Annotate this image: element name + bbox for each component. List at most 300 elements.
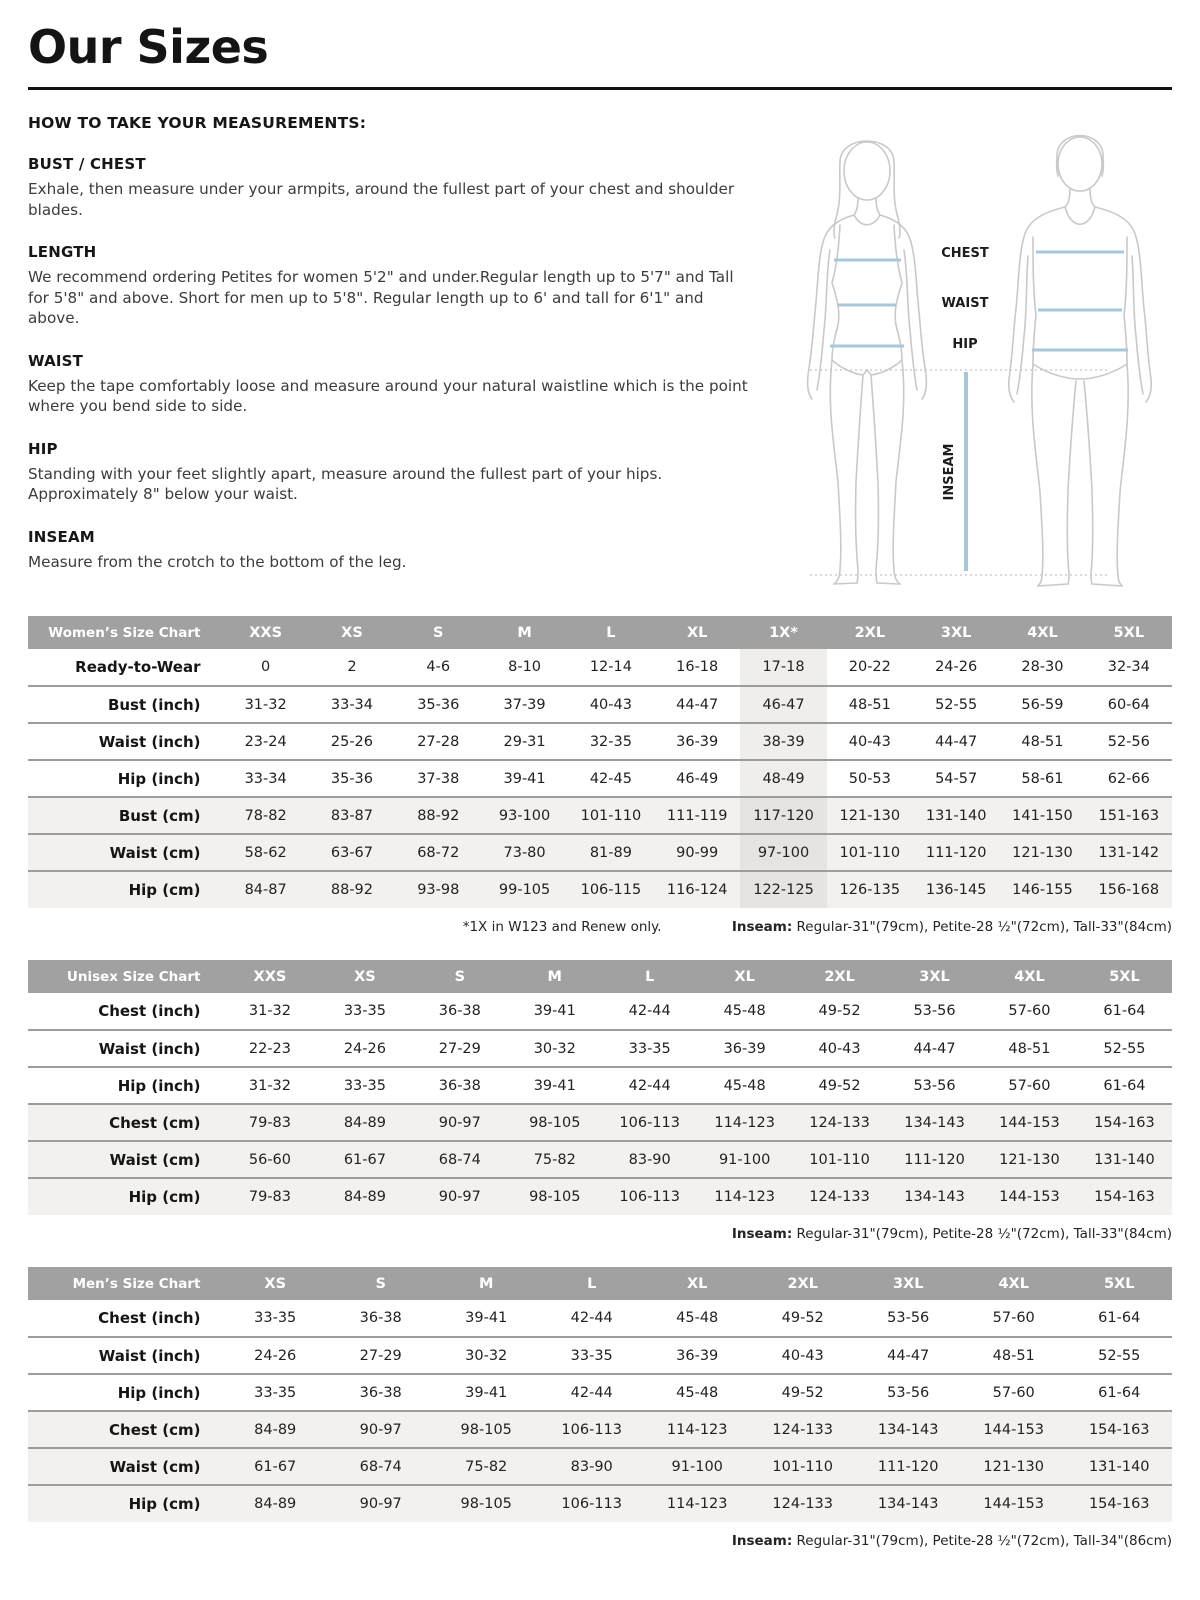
size-cell: 42-45 bbox=[568, 760, 654, 797]
size-cell: 30-32 bbox=[507, 1030, 602, 1067]
size-cell: 39-41 bbox=[481, 760, 567, 797]
row-label: Waist (cm) bbox=[28, 1141, 222, 1178]
mens-size-chart-block bbox=[28, 1267, 1172, 1551]
size-cell: 106-115 bbox=[568, 871, 654, 908]
size-column-header: 4XL bbox=[961, 1267, 1067, 1300]
footnote-inseam: Inseam: Regular-31"(79cm), Petite-28 ½"(72cm), Tall-33"(84cm) bbox=[731, 1226, 1172, 1242]
size-cell: 52-55 bbox=[1066, 1337, 1172, 1374]
size-cell: 154-163 bbox=[1077, 1178, 1172, 1215]
size-cell: 45-48 bbox=[697, 993, 792, 1030]
size-cell: 44-47 bbox=[855, 1337, 961, 1374]
section-title: HIP bbox=[28, 439, 58, 458]
size-cell: 39-41 bbox=[507, 993, 602, 1030]
size-cell: 116-124 bbox=[654, 871, 740, 908]
table-footnotes bbox=[28, 1533, 1172, 1551]
section-body: Exhale, then measure under your armpits, around the fullest part of your chest and shoulder blades. bbox=[28, 180, 735, 219]
section-body: We recommend ordering Petites for women 5'2" and under.Regular length up to 5'7" and Tall for 5'8" and above. Short for men up to 5'8". Regular length up to 6' and tall for 6'1" and above. bbox=[28, 268, 734, 328]
size-cell: 99-105 bbox=[481, 871, 567, 908]
size-cell: 36-39 bbox=[697, 1030, 792, 1067]
table-title: Women’s Size Chart bbox=[28, 616, 222, 649]
size-cell: 49-52 bbox=[750, 1300, 856, 1337]
size-column-header: S bbox=[328, 1267, 434, 1300]
table-row bbox=[28, 1485, 1172, 1522]
size-cell: 114-123 bbox=[697, 1178, 792, 1215]
size-cell: 33-35 bbox=[539, 1337, 645, 1374]
row-label: Hip (cm) bbox=[28, 1178, 222, 1215]
size-column-header: XS bbox=[309, 616, 395, 649]
size-cell: 84-87 bbox=[222, 871, 308, 908]
size-cell: 134-143 bbox=[855, 1411, 961, 1448]
size-cell: 98-105 bbox=[433, 1485, 539, 1522]
size-cell: 36-38 bbox=[412, 993, 507, 1030]
size-cell: 90-97 bbox=[412, 1178, 507, 1215]
size-cell: 121-130 bbox=[961, 1448, 1067, 1485]
size-cell: 84-89 bbox=[317, 1178, 412, 1215]
size-cell: 22-23 bbox=[222, 1030, 317, 1067]
size-cell: 98-105 bbox=[507, 1178, 602, 1215]
size-cell: 144-153 bbox=[982, 1104, 1077, 1141]
section-title: INSEAM bbox=[28, 527, 95, 546]
size-cell: 20-22 bbox=[827, 649, 913, 686]
size-cell: 78-82 bbox=[222, 797, 308, 834]
table-row bbox=[28, 1030, 1172, 1067]
size-column-header: 3XL bbox=[887, 960, 982, 993]
size-cell: 84-89 bbox=[317, 1104, 412, 1141]
size-cell: 79-83 bbox=[222, 1104, 317, 1141]
page-title: Our Sizes bbox=[28, 20, 269, 74]
size-tables bbox=[28, 616, 1172, 1551]
size-cell: 37-39 bbox=[481, 686, 567, 723]
size-column-header: L bbox=[602, 960, 697, 993]
row-label: Chest (inch) bbox=[28, 993, 222, 1030]
size-cell: 154-163 bbox=[1077, 1104, 1172, 1141]
size-cell: 30-32 bbox=[433, 1337, 539, 1374]
size-cell: 39-41 bbox=[433, 1374, 539, 1411]
row-label: Waist (cm) bbox=[28, 1448, 222, 1485]
size-cell: 83-90 bbox=[539, 1448, 645, 1485]
size-cell: 46-49 bbox=[654, 760, 740, 797]
instruction-section-length bbox=[28, 243, 758, 329]
size-cell: 156-168 bbox=[1086, 871, 1172, 908]
size-cell: 134-143 bbox=[887, 1104, 982, 1141]
size-cell: 12-14 bbox=[568, 649, 654, 686]
size-cell: 101-110 bbox=[827, 834, 913, 871]
size-cell: 60-64 bbox=[1086, 686, 1172, 723]
size-cell: 111-120 bbox=[855, 1448, 961, 1485]
size-cell: 39-41 bbox=[507, 1067, 602, 1104]
inseam-label: INSEAM bbox=[942, 443, 957, 501]
size-column-header: 3XL bbox=[855, 1267, 961, 1300]
size-column-header: 2XL bbox=[750, 1267, 856, 1300]
size-cell: 61-64 bbox=[1077, 993, 1172, 1030]
size-cell: 53-56 bbox=[887, 1067, 982, 1104]
row-label: Ready-to-Wear bbox=[28, 649, 222, 686]
size-cell: 93-100 bbox=[481, 797, 567, 834]
size-cell: 49-52 bbox=[750, 1374, 856, 1411]
size-cell: 124-133 bbox=[750, 1411, 856, 1448]
size-cell: 84-89 bbox=[222, 1411, 328, 1448]
row-label: Bust (inch) bbox=[28, 686, 222, 723]
size-cell: 40-43 bbox=[792, 1030, 887, 1067]
footnote-inseam: Inseam: Regular-31"(79cm), Petite-28 ½"(72cm), Tall-34"(86cm) bbox=[731, 1533, 1172, 1549]
size-cell: 68-72 bbox=[395, 834, 481, 871]
size-cell: 31-32 bbox=[222, 1067, 317, 1104]
size-column-header: XS bbox=[222, 1267, 328, 1300]
size-cell: 124-133 bbox=[750, 1485, 856, 1522]
size-cell: 27-29 bbox=[328, 1337, 434, 1374]
table-footnotes bbox=[28, 919, 1172, 937]
size-cell: 106-113 bbox=[602, 1178, 697, 1215]
size-column-header: M bbox=[433, 1267, 539, 1300]
size-cell: 53-56 bbox=[855, 1300, 961, 1337]
size-cell: 83-90 bbox=[602, 1141, 697, 1178]
size-cell: 36-38 bbox=[328, 1374, 434, 1411]
size-cell: 54-57 bbox=[913, 760, 999, 797]
size-cell: 48-51 bbox=[999, 723, 1085, 760]
size-cell: 90-99 bbox=[654, 834, 740, 871]
size-column-header: XXS bbox=[222, 960, 317, 993]
size-cell: 61-64 bbox=[1066, 1300, 1172, 1337]
table-row bbox=[28, 834, 1172, 871]
table-header-row bbox=[28, 960, 1172, 993]
size-cell: 8-10 bbox=[481, 649, 567, 686]
section-title: WAIST bbox=[28, 351, 84, 370]
section-title: LENGTH bbox=[28, 243, 97, 262]
table-row bbox=[28, 1374, 1172, 1411]
size-cell: 122-125 bbox=[740, 871, 826, 908]
section-body: Measure from the crotch to the bottom of the leg. bbox=[28, 552, 407, 571]
row-label: Bust (cm) bbox=[28, 797, 222, 834]
size-cell: 121-130 bbox=[982, 1141, 1077, 1178]
size-cell: 33-35 bbox=[317, 993, 412, 1030]
table-header-row bbox=[28, 616, 1172, 649]
row-label: Waist (inch) bbox=[28, 1337, 222, 1374]
size-cell: 27-28 bbox=[395, 723, 481, 760]
row-label: Waist (inch) bbox=[28, 1030, 222, 1067]
size-cell: 151-163 bbox=[1086, 797, 1172, 834]
size-cell: 44-47 bbox=[654, 686, 740, 723]
size-cell: 61-64 bbox=[1066, 1374, 1172, 1411]
size-cell: 44-47 bbox=[887, 1030, 982, 1067]
size-column-header: 2XL bbox=[792, 960, 887, 993]
woman-figure bbox=[808, 141, 927, 584]
size-cell: 146-155 bbox=[999, 871, 1085, 908]
size-column-header: 2XL bbox=[827, 616, 913, 649]
size-cell: 62-66 bbox=[1086, 760, 1172, 797]
table-row bbox=[28, 871, 1172, 908]
table-row bbox=[28, 760, 1172, 797]
size-cell: 50-53 bbox=[827, 760, 913, 797]
table-row bbox=[28, 1104, 1172, 1141]
size-cell: 97-100 bbox=[740, 834, 826, 871]
table-header-row bbox=[28, 1267, 1172, 1300]
intro-section bbox=[28, 114, 1172, 592]
size-cell: 75-82 bbox=[433, 1448, 539, 1485]
size-cell: 98-105 bbox=[433, 1411, 539, 1448]
title-divider bbox=[28, 87, 1172, 90]
size-cell: 131-140 bbox=[1077, 1141, 1172, 1178]
size-cell: 58-62 bbox=[222, 834, 308, 871]
footnote-inseam: Inseam: Regular-31"(79cm), Petite-28 ½"(72cm), Tall-33"(84cm) bbox=[731, 919, 1172, 935]
size-cell: 124-133 bbox=[792, 1178, 887, 1215]
size-cell: 144-153 bbox=[961, 1411, 1067, 1448]
table-row bbox=[28, 1141, 1172, 1178]
size-cell: 36-38 bbox=[412, 1067, 507, 1104]
table-row bbox=[28, 1300, 1172, 1337]
unisex-size-chart-block bbox=[28, 960, 1172, 1244]
size-cell: 42-44 bbox=[602, 993, 697, 1030]
size-cell: 114-123 bbox=[697, 1104, 792, 1141]
row-label: Hip (cm) bbox=[28, 1485, 222, 1522]
instruction-section-hip bbox=[28, 440, 758, 505]
size-cell: 52-55 bbox=[913, 686, 999, 723]
size-cell: 17-18 bbox=[740, 649, 826, 686]
row-label: Chest (cm) bbox=[28, 1104, 222, 1141]
size-cell: 4-6 bbox=[395, 649, 481, 686]
row-label: Chest (cm) bbox=[28, 1411, 222, 1448]
table-row bbox=[28, 1411, 1172, 1448]
table-row bbox=[28, 1067, 1172, 1104]
size-cell: 32-35 bbox=[568, 723, 654, 760]
size-cell: 131-140 bbox=[913, 797, 999, 834]
size-cell: 40-43 bbox=[750, 1337, 856, 1374]
size-column-header: XXS bbox=[222, 616, 308, 649]
size-cell: 24-26 bbox=[222, 1337, 328, 1374]
size-cell: 101-110 bbox=[568, 797, 654, 834]
row-label: Waist (cm) bbox=[28, 834, 222, 871]
size-cell: 101-110 bbox=[750, 1448, 856, 1485]
size-cell: 40-43 bbox=[827, 723, 913, 760]
table-row bbox=[28, 723, 1172, 760]
size-cell: 131-142 bbox=[1086, 834, 1172, 871]
size-cell: 134-143 bbox=[855, 1485, 961, 1522]
row-label: Hip (inch) bbox=[28, 1067, 222, 1104]
man-figure bbox=[1009, 136, 1152, 587]
size-cell: 48-49 bbox=[740, 760, 826, 797]
size-cell: 48-51 bbox=[827, 686, 913, 723]
size-cell: 45-48 bbox=[644, 1374, 750, 1411]
body-measurement-diagram bbox=[770, 114, 1172, 592]
size-cell: 42-44 bbox=[539, 1374, 645, 1411]
size-column-header: 5XL bbox=[1086, 616, 1172, 649]
size-cell: 39-41 bbox=[433, 1300, 539, 1337]
figure-outlines bbox=[808, 136, 1152, 587]
size-cell: 31-32 bbox=[222, 686, 308, 723]
size-column-header: XL bbox=[697, 960, 792, 993]
size-column-header: 4XL bbox=[982, 960, 1077, 993]
table-row bbox=[28, 649, 1172, 686]
size-cell: 68-74 bbox=[328, 1448, 434, 1485]
size-cell: 42-44 bbox=[602, 1067, 697, 1104]
size-cell: 52-56 bbox=[1086, 723, 1172, 760]
size-cell: 42-44 bbox=[539, 1300, 645, 1337]
size-cell: 114-123 bbox=[644, 1485, 750, 1522]
hip-label: HIP bbox=[952, 337, 978, 352]
size-column-header: XS bbox=[317, 960, 412, 993]
table-row bbox=[28, 686, 1172, 723]
measurement-figures-svg bbox=[770, 114, 1172, 592]
row-label: Hip (inch) bbox=[28, 1374, 222, 1411]
size-column-header: 5XL bbox=[1066, 1267, 1172, 1300]
size-cell: 154-163 bbox=[1066, 1411, 1172, 1448]
size-column-header: 1X* bbox=[740, 616, 826, 649]
instruction-section-inseam bbox=[28, 528, 758, 573]
size-column-header: L bbox=[568, 616, 654, 649]
section-body: Keep the tape comfortably loose and measure around your natural waistline which is the point where you bend side to side. bbox=[28, 376, 748, 416]
size-cell: 73-80 bbox=[481, 834, 567, 871]
size-cell: 35-36 bbox=[309, 760, 395, 797]
size-cell: 111-119 bbox=[654, 797, 740, 834]
size-cell: 111-120 bbox=[913, 834, 999, 871]
row-label: Waist (inch) bbox=[28, 723, 222, 760]
size-cell: 91-100 bbox=[697, 1141, 792, 1178]
size-cell: 57-60 bbox=[982, 1067, 1077, 1104]
size-cell: 33-34 bbox=[309, 686, 395, 723]
measurement-instructions bbox=[28, 114, 770, 592]
size-cell: 101-110 bbox=[792, 1141, 887, 1178]
size-cell: 61-64 bbox=[1077, 1067, 1172, 1104]
size-cell: 53-56 bbox=[855, 1374, 961, 1411]
size-cell: 79-83 bbox=[222, 1178, 317, 1215]
size-cell: 91-100 bbox=[644, 1448, 750, 1485]
size-cell: 2 bbox=[309, 649, 395, 686]
size-column-header: XL bbox=[644, 1267, 750, 1300]
size-cell: 106-113 bbox=[602, 1104, 697, 1141]
size-cell: 56-60 bbox=[222, 1141, 317, 1178]
size-cell: 46-47 bbox=[740, 686, 826, 723]
size-cell: 90-97 bbox=[412, 1104, 507, 1141]
row-label: Hip (cm) bbox=[28, 871, 222, 908]
size-cell: 90-97 bbox=[328, 1485, 434, 1522]
instructions-heading: HOW TO TAKE YOUR MEASUREMENTS: bbox=[28, 114, 367, 132]
size-cell: 49-52 bbox=[792, 1067, 887, 1104]
size-cell: 25-26 bbox=[309, 723, 395, 760]
section-title: BUST / CHEST bbox=[28, 155, 146, 173]
size-cell: 124-133 bbox=[792, 1104, 887, 1141]
size-cell: 33-35 bbox=[317, 1067, 412, 1104]
size-column-header: 5XL bbox=[1077, 960, 1172, 993]
size-cell: 37-38 bbox=[395, 760, 481, 797]
size-cell: 29-31 bbox=[481, 723, 567, 760]
size-cell: 134-143 bbox=[887, 1178, 982, 1215]
size-cell: 49-52 bbox=[792, 993, 887, 1030]
size-cell: 68-74 bbox=[412, 1141, 507, 1178]
size-cell: 33-35 bbox=[222, 1374, 328, 1411]
table-title: Unisex Size Chart bbox=[28, 960, 222, 993]
size-cell: 57-60 bbox=[982, 993, 1077, 1030]
size-cell: 52-55 bbox=[1077, 1030, 1172, 1067]
size-cell: 88-92 bbox=[309, 871, 395, 908]
size-cell: 121-130 bbox=[827, 797, 913, 834]
size-column-header: M bbox=[481, 616, 567, 649]
chest-label: CHEST bbox=[941, 246, 989, 261]
size-cell: 24-26 bbox=[317, 1030, 412, 1067]
size-cell: 36-38 bbox=[328, 1300, 434, 1337]
size-cell: 57-60 bbox=[961, 1374, 1067, 1411]
size-column-header: S bbox=[395, 616, 481, 649]
row-label: Chest (inch) bbox=[28, 1300, 222, 1337]
size-cell: 106-113 bbox=[539, 1485, 645, 1522]
size-cell: 121-130 bbox=[999, 834, 1085, 871]
size-cell: 117-120 bbox=[740, 797, 826, 834]
size-cell: 45-48 bbox=[697, 1067, 792, 1104]
size-cell: 0 bbox=[222, 649, 308, 686]
table-row bbox=[28, 1178, 1172, 1215]
size-cell: 36-39 bbox=[654, 723, 740, 760]
size-cell: 33-35 bbox=[222, 1300, 328, 1337]
size-cell: 32-34 bbox=[1086, 649, 1172, 686]
size-column-header: 4XL bbox=[999, 616, 1085, 649]
footnote-1x-note: *1X in W123 and Renew only. bbox=[462, 919, 662, 935]
instruction-section-bust-chest bbox=[28, 155, 758, 220]
size-cell: 136-145 bbox=[913, 871, 999, 908]
section-body: Standing with your feet slightly apart, measure around the fullest part of your hips. Approximately 8" below your waist. bbox=[28, 464, 663, 504]
size-cell: 93-98 bbox=[395, 871, 481, 908]
size-cell: 24-26 bbox=[913, 649, 999, 686]
size-cell: 114-123 bbox=[644, 1411, 750, 1448]
size-cell: 106-113 bbox=[539, 1411, 645, 1448]
size-cell: 61-67 bbox=[222, 1448, 328, 1485]
womens-size-table bbox=[28, 616, 1172, 908]
size-cell: 27-29 bbox=[412, 1030, 507, 1067]
size-cell: 57-60 bbox=[961, 1300, 1067, 1337]
unisex-size-table bbox=[28, 960, 1172, 1215]
size-cell: 16-18 bbox=[654, 649, 740, 686]
size-cell: 36-39 bbox=[644, 1337, 750, 1374]
size-cell: 48-51 bbox=[982, 1030, 1077, 1067]
table-row bbox=[28, 1448, 1172, 1485]
size-cell: 28-30 bbox=[999, 649, 1085, 686]
size-column-header: 3XL bbox=[913, 616, 999, 649]
size-cell: 33-35 bbox=[602, 1030, 697, 1067]
instruction-section-waist bbox=[28, 352, 758, 417]
size-column-header: S bbox=[412, 960, 507, 993]
size-cell: 23-24 bbox=[222, 723, 308, 760]
size-cell: 111-120 bbox=[887, 1141, 982, 1178]
size-cell: 40-43 bbox=[568, 686, 654, 723]
size-cell: 31-32 bbox=[222, 993, 317, 1030]
size-cell: 141-150 bbox=[999, 797, 1085, 834]
size-column-header: M bbox=[507, 960, 602, 993]
size-cell: 38-39 bbox=[740, 723, 826, 760]
table-title: Men’s Size Chart bbox=[28, 1267, 222, 1300]
size-cell: 83-87 bbox=[309, 797, 395, 834]
size-cell: 63-67 bbox=[309, 834, 395, 871]
size-cell: 44-47 bbox=[913, 723, 999, 760]
waist-label: WAIST bbox=[941, 296, 989, 311]
size-cell: 56-59 bbox=[999, 686, 1085, 723]
size-cell: 81-89 bbox=[568, 834, 654, 871]
size-column-header: L bbox=[539, 1267, 645, 1300]
size-cell: 131-140 bbox=[1066, 1448, 1172, 1485]
size-cell: 75-82 bbox=[507, 1141, 602, 1178]
size-cell: 88-92 bbox=[395, 797, 481, 834]
row-label: Hip (inch) bbox=[28, 760, 222, 797]
size-cell: 48-51 bbox=[961, 1337, 1067, 1374]
size-cell: 144-153 bbox=[961, 1485, 1067, 1522]
size-cell: 90-97 bbox=[328, 1411, 434, 1448]
size-cell: 98-105 bbox=[507, 1104, 602, 1141]
table-footnotes bbox=[28, 1226, 1172, 1244]
size-cell: 84-89 bbox=[222, 1485, 328, 1522]
mens-size-table bbox=[28, 1267, 1172, 1522]
size-cell: 58-61 bbox=[999, 760, 1085, 797]
table-row bbox=[28, 797, 1172, 834]
size-cell: 35-36 bbox=[395, 686, 481, 723]
size-cell: 53-56 bbox=[887, 993, 982, 1030]
size-cell: 45-48 bbox=[644, 1300, 750, 1337]
size-cell: 154-163 bbox=[1066, 1485, 1172, 1522]
